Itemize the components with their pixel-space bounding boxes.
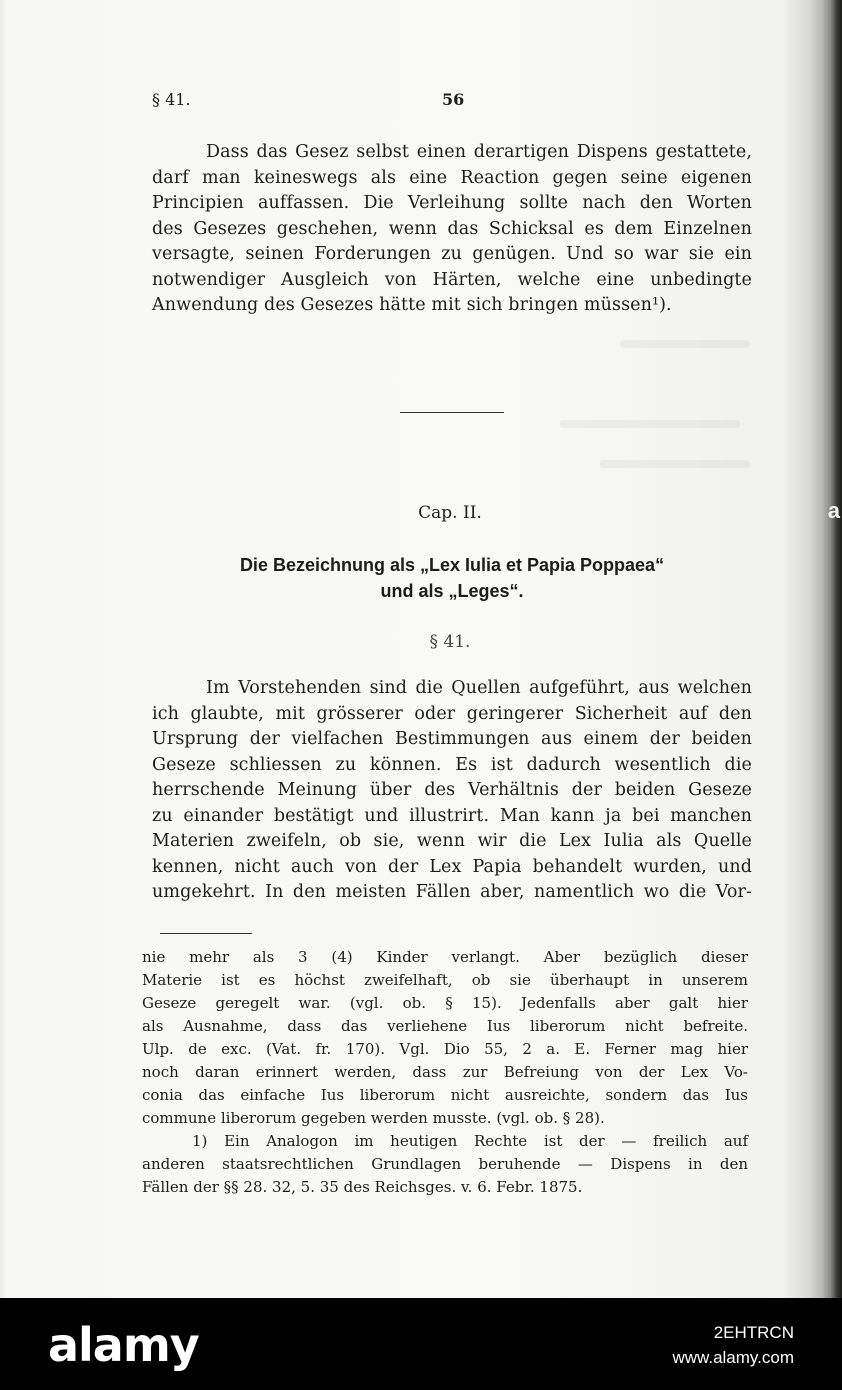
- text-line: Im Vorstehenden sind die Quellen aufgeführt, aus welchen: [206, 678, 752, 698]
- text-line: herrschende Meinung über des Verhältnis der beiden Geseze: [152, 780, 752, 800]
- footnote-line: Ulp. de exc. (Vat. fr. 170). Vgl. Dio 55, 2 a. E. Ferner mag hier: [142, 1040, 748, 1058]
- page-number: 56: [442, 90, 465, 109]
- text-line: notwendiger Ausgleich von Härten, welche eine unbedingte: [152, 269, 752, 290]
- footnote-line: anderen staatsrechtlichen Grundlagen beruhende — Dispens in den: [142, 1155, 748, 1173]
- text-line: Ursprung der vielfachen Bestimmungen aus einem der beiden: [152, 729, 752, 749]
- chapter-heading: Cap. II.: [418, 503, 482, 523]
- section-heading: § 41.: [429, 632, 471, 652]
- running-header: [152, 90, 752, 114]
- footnotes: [142, 946, 748, 1199]
- text-line: ich glaubte, mit grösserer oder geringerer Sicherheit auf den: [152, 703, 752, 724]
- footnote-line: conia das einfache Ius liberorum nicht ausreichte, sondern das Ius: [142, 1086, 748, 1104]
- section-divider: [400, 412, 504, 413]
- text-line: Dass das Gesez selbst einen derartigen Dispens gestattete,: [206, 142, 752, 162]
- text-line: Geseze schliessen zu können. Es ist dadurch wesentlich die: [152, 754, 752, 775]
- text-line: umgekehrt. In den meisten Fällen aber, namentlich wo die Vor-: [152, 882, 752, 902]
- text-line: versagte, seinen Forderungen zu genügen. Und so war sie ein: [152, 244, 752, 264]
- paragraph-2: [152, 676, 752, 906]
- text-line: Anwendung des Gesezes hätte mit sich bringen müssen¹).: [152, 295, 672, 315]
- site-url: www.alamy.com: [672, 1348, 794, 1367]
- footnote-line: nie mehr als 3 (4) Kinder verlangt. Aber bezüglich dieser: [142, 948, 748, 966]
- bleed-through: [560, 420, 740, 428]
- footnote-line: commune liberorum gegeben werden musste. (vgl. ob. § 28).: [142, 1109, 605, 1127]
- text-line: Materien zweifeln, ob sie, wenn wir die Lex Iulia als Quelle: [152, 831, 752, 851]
- footnote-line: Fällen der §§ 28. 32, 5. 35 des Reichsges. v. 6. Febr. 1875.: [142, 1178, 583, 1196]
- footnote-line: 1) Ein Analogon im heutigen Rechte ist der — freilich auf: [192, 1132, 748, 1150]
- text-line: zu einander bestätigt und illustrirt. Man kann ja bei manchen: [152, 805, 752, 826]
- edge-watermark: a: [827, 498, 840, 523]
- text-line: des Gesezes geschehen, wenn das Schicksal es dem Einzelnen: [152, 218, 752, 239]
- title-line: und als „Leges“.: [380, 581, 524, 601]
- text-line: Principien auffassen. Die Verleihung sollte nach den Worten: [152, 193, 752, 213]
- footnote-divider: [160, 933, 252, 934]
- image-code: 2EHTRCN: [713, 1323, 794, 1342]
- title-line: Die Bezeichnung als „Lex Iulia et Papia Poppaea“: [239, 555, 665, 575]
- text-line: darf man keineswegs als eine Reaction gegen seine eigenen: [152, 167, 752, 188]
- bleed-through: [600, 460, 750, 468]
- text-line: kennen, nicht auch von der Lex Papia behandelt wurden, und: [152, 856, 752, 877]
- footnote-line: noch daran erinnert werden, dass zur Befreiung von der Lex Vo-: [142, 1063, 748, 1081]
- footnote-line: Materie ist es höchst zweifelhaft, ob sie überhaupt in unserem: [142, 971, 748, 989]
- paragraph-1: [152, 140, 752, 319]
- bleed-through: [620, 340, 750, 348]
- alamy-logo: alamy: [48, 1318, 199, 1372]
- header-section: § 41.: [152, 90, 191, 109]
- chapter-title: [152, 552, 752, 604]
- footnote-line: als Ausnahme, dass das verliehene Ius liberorum nicht befreite.: [142, 1017, 748, 1035]
- footnote-line: Geseze geregelt war. (vgl. ob. § 15). Jedenfalls aber galt hier: [142, 994, 748, 1012]
